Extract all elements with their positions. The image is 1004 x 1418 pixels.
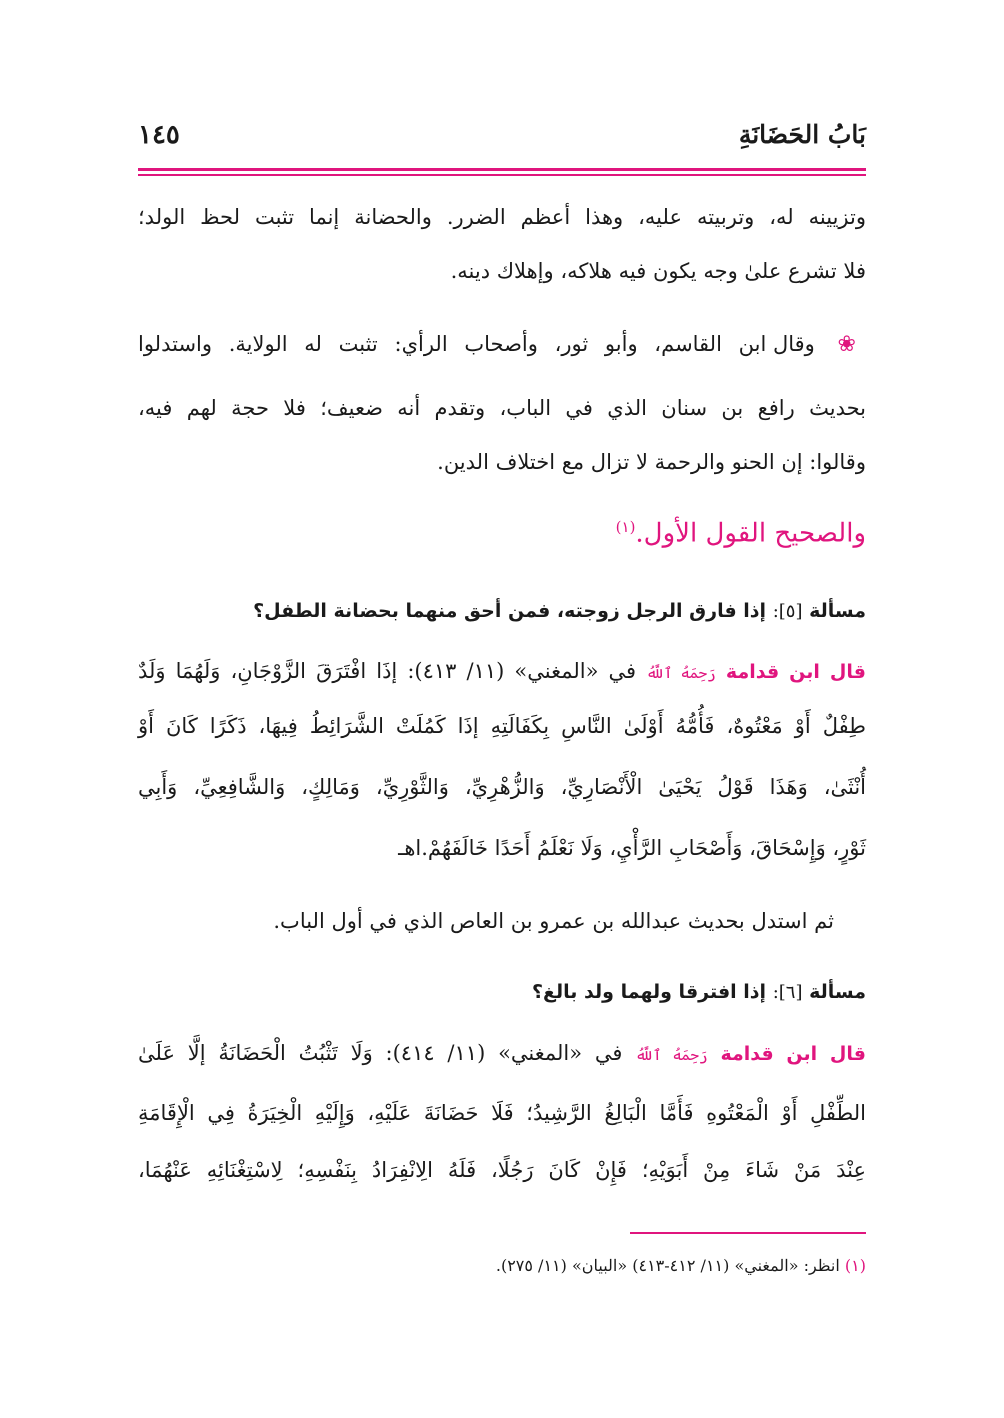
- issue5-heading: [138, 594, 866, 629]
- page-number: ١٤٥: [138, 120, 180, 150]
- issue6-number: [٦]:: [772, 982, 803, 1003]
- issue6-line-1: [138, 1036, 866, 1072]
- issue5-number: [٥]:: [772, 601, 803, 622]
- issue5-question: إذا فارق الرجل زوجته، فمن أحق منهما بحضانة الطفل؟: [253, 600, 767, 622]
- issue6-label: مسألة: [809, 981, 866, 1003]
- issue6-heading: [138, 975, 866, 1010]
- conclusion: [616, 518, 866, 549]
- issue5-line-1: [138, 654, 866, 690]
- footnote: [496, 1256, 866, 1275]
- issue5-line-4: ثَوْرٍ، وَإِسْحَاقَ، وَأَصْحَابِ الرَّأْيِ، وَلَا نَعْلَمُ أَحَدًا خَالَفَهُمْ.اهـ: [398, 836, 866, 860]
- issue5-speaker: قال ابن قدامة: [725, 661, 866, 683]
- issue5-line-2: طِفْلٌ أَوْ مَعْتُوهٌ، فَأُمُّهُ أَوْلَىٰ النَّاسِ بِكَفَالَتِهِ إذَا كَمُلَتْ الشَّرَائِطُ فِيهَا، ذَكَرًا كَانَ أَوْ: [138, 714, 866, 738]
- issue6-speaker: قال ابن قدامة: [720, 1043, 866, 1065]
- footnote-number: (١): [844, 1256, 866, 1275]
- running-header-title: بَابُ الحَضَانَةِ: [738, 120, 866, 149]
- paragraph2-line-1: [138, 327, 866, 362]
- paragraph2-line-1-text: وقال ابن القاسم، وأبو ثور، وأصحاب الرأي: تثبت له الولاية. واستدلوا: [138, 332, 815, 356]
- issue5-line-3: أُنْثَىٰ، وَهَذَا قَوْلُ يَحْيَىٰ الْأَنْصَارِيِّ، وَالزُّهْرِيِّ، وَالثَّوْرِيِّ، وَمَالِكٍ، وَالشَّافِعِيِّ، وَأَبِي: [138, 775, 866, 799]
- paragraph1-line-1: وتزيينه له، وتربيته عليه، وهذا أعظم الضرر. والحضانة إنما تثبت لحظ الولد؛: [138, 205, 866, 229]
- issue5-honorific: رَحِمَهُ ٱللَّهُ: [646, 664, 716, 682]
- issue6-line-1-text: في «المغني» (١١/ ٤١٤): وَلَا تَثْبُتُ الْحَضَانَةُ إلَّا عَلَىٰ: [138, 1041, 623, 1065]
- issue6-honorific: رَحِمَهُ ٱللَّهُ: [635, 1046, 708, 1064]
- issue5-label: مسألة: [809, 600, 866, 622]
- issue6-line-3: عِنْدَ مَنْ شَاءَ مِنْ أَبَوَيْهِ؛ فَإِنْ كَانَ رَجُلًا، فَلَهُ الِانْفِرَادُ بِنَفْسِهِ؛ لِاسْتِغْنَائِهِ عَنْهُمَا،: [138, 1158, 866, 1182]
- header-rule-thin: [138, 174, 866, 176]
- conclusion-text: والصحيح القول الأول.: [635, 518, 866, 549]
- footnote-rule: [630, 1232, 866, 1234]
- header-rule-thick: [138, 168, 866, 171]
- issue6-line-2: الطِّفْلِ أَوْ الْمَعْتُوهِ فَأَمَّا الْبَالِغُ الرَّشِيدُ؛ فَلَا حَضَانَةَ عَلَيْهِ، وَإِلَيْهِ الْخِيَرَةُ فِي الْإِقَامَةِ: [138, 1101, 866, 1125]
- paragraph2-line-2: بحديث رافع بن سنان الذي في الباب، وتقدم أنه ضعيف؛ فلا حجة لهم فيه،: [138, 396, 866, 420]
- issue5-line-1-text: في «المغني» (١١/ ٤١٣): إذَا افْتَرَقَ الزَّوْجَانِ، وَلَهُمَا وَلَدٌ: [138, 659, 637, 683]
- flower-marker-icon: ❀: [837, 332, 867, 357]
- conclusion-footnote-ref: (١): [615, 518, 636, 536]
- issue6-question: إذا افترقا ولهما ولد بالغ؟: [532, 981, 767, 1003]
- issue5-after: ثم استدل بحديث عبدالله بن عمرو بن العاص الذي في أول الباب.: [273, 909, 834, 933]
- footnote-text: انظر: «المغني» (١١/ ٤١٢-٤١٣) «البيان» (١١/ ٢٧٥).: [495, 1256, 840, 1275]
- paragraph1-line-2: فلا تشرع علىٰ وجه يكون فيه هلاكه، وإهلاك دينه.: [450, 259, 866, 283]
- paragraph2-line-3: وقالوا: إن الحنو والرحمة لا تزال مع اختلاف الدين.: [437, 450, 866, 474]
